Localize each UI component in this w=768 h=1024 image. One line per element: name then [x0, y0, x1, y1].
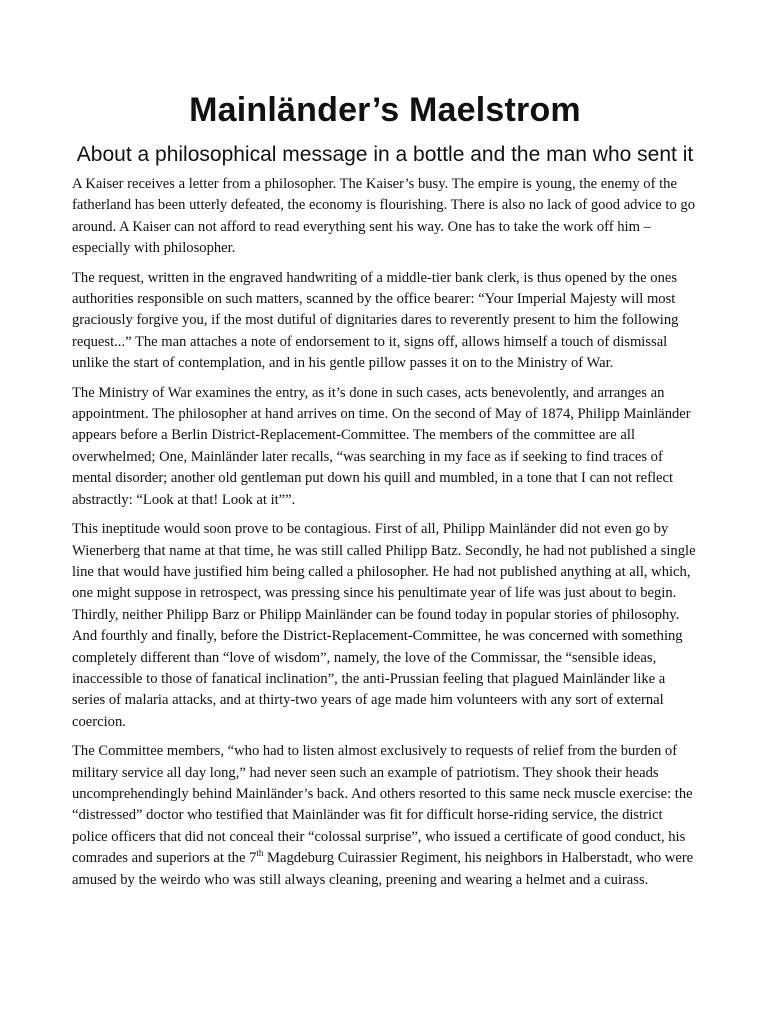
document-page [72, 88, 698, 899]
ordinal-suffix: th [256, 848, 264, 859]
paragraph-4: This ineptitude would soon prove to be contagious. First of all, Philipp Mainländer did not even go by Wienerberg that name at that time, he was still called Philipp Batz. Secondly, he had not published a single line that would have justified him being called a philosopher. He had not published anything at all, which, one might suppose in retrospect, was pressing since his penultimate year of life was just about to begin. Thirdly, neither Philipp Barz or Philipp Mainländer can be found today in popular stories of philosophy. And fourthly and finally, before the District-Replacement-Committee, he was concerned with something completely different than “love of wisdom”, namely, the love of the Commissar, the “sensible ideas, inaccessible to those of fanatical inclination”, the anti-Prussian feeling that plagued Mainländer like a series of malaria attacks, and at thirty-two years of age made him volunteers with any sort of external coercion. [72, 521, 696, 730]
document-body [72, 174, 698, 891]
page-title: Mainländer’s Maelstrom [189, 91, 581, 129]
paragraph-5-part-1: The Committee members, “who had to listen almost exclusively to requests of relief from the burden of military service all day long,” had never seen such an example of patriotism. They shook their heads uncomprehendingly behind Mainländer’s back. And others resorted to this same neck muscle exercise: the “distressed” doctor who testified that Mainländer was fit for difficult horse-riding service, the district police officers that did not conceal their “colossal surprise”, who issued a certificate of good conduct, his comrades and superiors at the 7 [72, 743, 693, 867]
paragraph-2: The request, written in the engraved handwriting of a middle-tier bank clerk, is thus opened by the ones authorities responsible on such matters, scanned by the office bearer: “Your Imperial Majesty will most graciously forgive you, if the most dutiful of dignitaries dares to reverently present to him the following request...” The man attaches a note of endorsement to it, signs off, allows himself a touch of dismissal unlike the start of contemplation, and in his gentle pillow passes it on to the Ministry of War. [72, 269, 679, 372]
paragraph-1: A Kaiser receives a letter from a philosopher. The Kaiser’s busy. The empire is young, the enemy of the fatherland has been utterly defeated, the economy is flourishing. There is also no lack of good advice to go around. A Kaiser can not afford to read everything sent his way. One has to take the work off him – especially with philosopher. [72, 176, 696, 257]
paragraph-5-part-2: Magdeburg Cuirassier Regiment, his neighbors in Halberstadt, who were amused by the weirdo who was still always cleaning, preening and wearing a helmet and a cuirass. [72, 850, 694, 888]
page-subtitle: About a philosophical message in a bottle and the man who sent it [76, 143, 694, 166]
paragraph-3: The Ministry of War examines the entry, as it’s done in such cases, acts benevolently, and arranges an appointment. The philosopher at hand arrives on time. On the second of May of 1874, Philipp Mainländer appears before a Berlin District-Replacement-Committee. The members of the committee are all overwhelmed; One, Mainländer later recalls, “was searching in my face as if seeking to find traces of mental disorder; another old gentleman put down his quill and mumbled, in a tone that I can not reflect abstractly: “Look at that! Look at it””. [72, 384, 691, 508]
paragraph-5 [72, 741, 698, 891]
